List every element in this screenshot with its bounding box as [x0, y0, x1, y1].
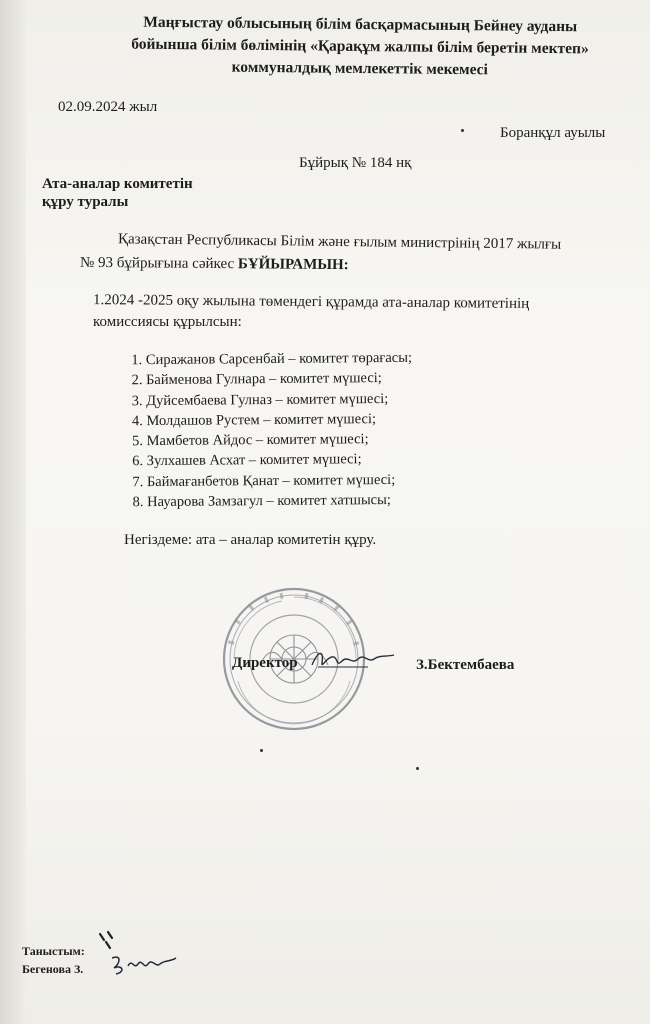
- committee-member-list: [131, 348, 413, 513]
- familiarized-name: Бегенова З.: [22, 962, 84, 976]
- handwritten-mark: [94, 928, 124, 954]
- familiarized-label: Таныстым:: [22, 944, 85, 958]
- basis-statement: Негіздеме: ата – аналар комитетін құру.: [124, 532, 377, 548]
- director-name: З.Бектембаева: [416, 657, 515, 673]
- list-item: 6. Зулхашев Асхат – комитет мүшесі;: [132, 451, 362, 470]
- organization-header: [80, 11, 641, 83]
- director-signature: [308, 645, 398, 675]
- preamble-line-2: [80, 255, 349, 274]
- header-line-3: коммуналдық мемлекеттік мекемесі: [231, 58, 489, 79]
- list-item: 5. Мамбетов Айдос – комитет мүшесі;: [132, 431, 369, 450]
- order-place: Боранқұл ауылы: [500, 125, 606, 141]
- list-item: 2. Байменова Гулнара – комитет мүшесі;: [131, 370, 382, 389]
- clause-1-line-1: 1.2024 -2025 оқу жылына төмендегі құрамда ата-аналар комитетінің: [92, 292, 530, 312]
- header-line-2: бойынша білім бөлімінің «Қарақұм жалпы білім беретін мектеп»: [131, 35, 589, 58]
- subject-line-2: құру туралы: [42, 194, 129, 210]
- director-title: Директор: [232, 655, 298, 671]
- order-number: Бұйрық № 184 нқ: [299, 155, 412, 171]
- scan-edge-shadow: [0, 0, 26, 1024]
- order-date: 02.09.2024 жыл: [58, 99, 158, 115]
- scan-speck: [416, 767, 419, 770]
- preamble-reference: № 93 бұйрығына сәйкес: [79, 254, 235, 273]
- clause-1-line-2: комиссиясы құрылсын:: [93, 314, 242, 330]
- list-item: 1. Сиражанов Сарсенбай – комитет төрағасы;: [131, 349, 413, 369]
- list-item: 8. Науарова Замзагул – комитет хатшысы;: [132, 492, 391, 511]
- preamble-line-1: Қазақстан Республикасы Білім және ғылым министрінің 2017 жылғы: [117, 231, 562, 253]
- header-line-1: Маңғыстау облысының білім басқармасының Бейнеу ауданы: [143, 13, 578, 36]
- scan-speck: [461, 129, 464, 132]
- order-keyword: БҰЙЫРАМЫН:: [237, 256, 349, 274]
- subject-line-1: Ата-аналар комитетін: [42, 176, 193, 192]
- list-item: 7. Баймағанбетов Қанат – комитет мүшесі;: [132, 471, 396, 491]
- familiarized-signature: [108, 952, 180, 978]
- scan-speck: [260, 749, 263, 752]
- list-item: 3. Дуйсембаева Гулназ – комитет мүшесі;: [131, 390, 389, 409]
- list-item: 4. Молдашов Рустем – комитет мүшесі;: [131, 410, 377, 430]
